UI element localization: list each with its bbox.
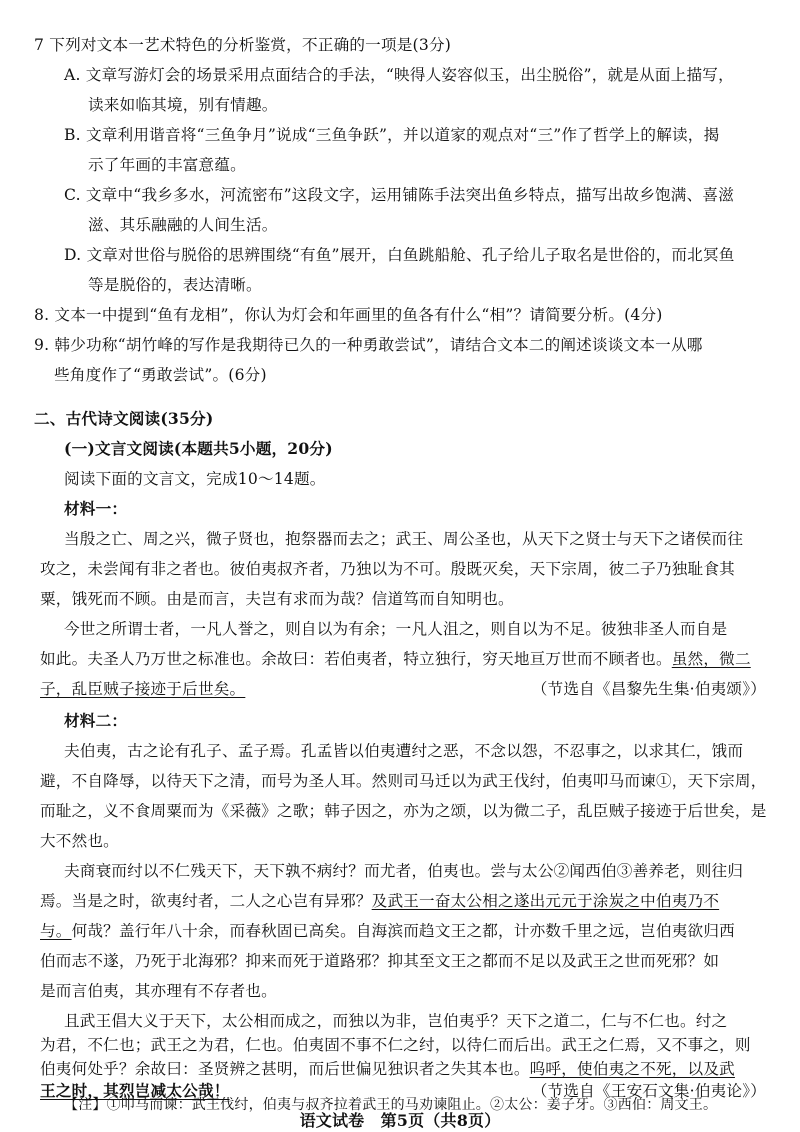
material-2-p1-line2: 避，不自降辱，以待天下之清，而号为圣人耳。然则司马迁以为武王伐纣，伯夷叩马而谏①，天下宗周， [40,772,767,790]
material-1-p2-line2 [40,644,751,674]
material-2-label: 材料二： [64,711,128,730]
material-2-p1-line1: 夫伯夷，古之论有孔子、孟子焉。孔孟皆以伯夷遭纣之恶，不念以怨，不忍事之，以求其仁，饿而 [64,742,744,760]
subsection-heading: (一)文言文阅读(本题共5小题，20分) [64,439,333,458]
q7-option-a-line2: 读来如临其境，别有情趣。 [88,96,278,114]
material-2-p2-line3-text: 何哉？盖行年八十余，而春秋固已高矣。自海滨而趋文王之都，计亦数千里之远，岂伯夷欲归西 [71,922,735,940]
q7-option-c-line1: C. 文章中“我乡多水，河流密布”这段文字，运用铺陈手法突出鱼乡特点，描写出故乡饱满、喜滋 [64,186,734,204]
material-1-p1-line3: 粟，饿死而不顾。由是而言，夫岂有求而为哉？信道笃而自知明也。 [40,590,514,608]
annotation-note: 【注】①叩马而谏：武王伐纣，伯夷与叔齐拉着武王的马劝谏阻止。②太公：姜子牙。③西伯：周文王。 [64,1097,718,1113]
material-2-p3-line1: 且武王倡大义于天下，太公相而成之，而独以为非，岂伯夷乎？天下之道二，仁与不仁也。纣之 [64,1012,728,1030]
material-2-p2-line1: 夫商衰而纣以不仁残天下，天下孰不病纣？而尤者，伯夷也。尝与太公②闻西伯③善养老，则往归 [64,862,744,880]
material-2-p1-line4: 大不然也。 [40,832,119,850]
material-2-p1-line3: 而耻之，义不食周粟而为《采薇》之歌；韩子因之，亦为之颂，以为微二子，乱臣贼子接迹于后世矣，是 [40,802,767,820]
q7-option-d-line2: 等是脱俗的，表达清晰。 [88,276,262,294]
question-9-line1: 9. 韩少功称“胡竹峰的写作是我期待已久的一种勇敢尝试”，请结合文本二的阐述谈谈文本一从哪 [34,336,703,354]
page-footer: 语文试卷 第5页（共8页） [299,1111,501,1130]
material-2-p3-line2: 为君，不仁也；武王之为君，仁也。伯夷固不事不仁之纣，以待仁而后出。武王之仁焉，又不事之，则 [40,1036,751,1054]
material-2-p2-line2-text: 焉。当是之时，欲夷纣者，二人之心岂有异邪？ [40,892,372,910]
material-2-underlined-sentence-start: 及武王一奋太公相之遂出元元于涂炭之中伯夷乃不 [371,892,720,910]
material-2-underlined-exclamation-end: 王之时，其烈岂减太公哉！ [40,1081,230,1100]
material-1-underlined-sentence-start: 虽然，微二 [671,650,751,668]
question-7-stem: 7 下列对文本一艺术特色的分析鉴赏，不正确的一项是(3分) [34,36,452,54]
material-2-p2-line3 [40,916,735,946]
material-1-p1-line1: 当殷之亡、周之兴，微子贤也，抱祭器而去之；武王、周公圣也，从天下之贤士与天下之诸侯而往 [64,530,744,548]
material-1-label: 材料一： [64,499,128,518]
material-2-source: （节选自《王安石文集·伯夷论》） [531,1082,766,1100]
q7-option-c-line2: 滋、其乐融融的人间生活。 [88,216,278,234]
q7-option-b-line1: B. 文章利用谐音将“三鱼争月”说成“三鱼争跃”，并以道家的观点对“三”作了哲学上的解读，揭 [64,126,720,144]
material-1-p2-line1: 今世之所谓士者，一凡人誉之，则自以为有余；一凡人沮之，则自以为不足。彼独非圣人而自是 [64,620,728,638]
material-1-p2-line2-text: 如此。夫圣人乃万世之标准也。余故曰：若伯夷者，特立独行，穷天地亘万世而不顾者也。 [40,650,672,668]
section-heading: 二、古代诗文阅读(35分) [34,409,214,428]
reading-instruction: 阅读下面的文言文，完成10～14题。 [64,470,326,488]
material-1-p1-line2: 攻之，未尝闻有非之者也。彼伯夷叔齐者，乃独以为不可。殷既灭矣，天下宗周，彼二子乃独耻食其 [40,560,735,578]
material-2-p3-line3-text: 伯夷何处乎？余故曰：圣贤辨之甚明，而后世偏见独识者之失其本也。 [40,1060,530,1078]
material-2-p2-line2 [40,886,719,916]
q7-option-b-line2: 示了年画的丰富意蕴。 [88,156,246,174]
material-2-p2-line4: 伯而志不遂，乃死于北海邪？抑来而死于道路邪？抑其至文王之都而不足以及武王之世而死邪？如 [40,952,720,970]
question-8: 8. 文本一中提到“鱼有龙相”，你认为灯会和年画里的鱼各有什么“相”？请简要分析。(4分) [34,306,663,324]
material-2-underlined-sentence-end: 与。 [40,922,72,940]
q7-option-a-line1: A. 文章写游灯会的场景采用点面结合的手法，“映得人姿容似玉，出尘脱俗”，就是从面上描写， [64,66,734,84]
material-1-underlined-sentence-end: 子，乱臣贼子接迹于后世矣。 [40,680,246,698]
question-9-line2: 些角度作了“勇敢尝试”。(6分) [54,366,267,384]
material-2-underlined-exclamation-start: 呜呼，使伯夷之不死，以及武 [529,1060,735,1078]
material-2-p2-line5: 是而言伯夷，其亦理有不存者也。 [40,982,277,1000]
material-1-source: （节选自《昌黎先生集·伯夷颂》） [531,680,766,698]
q7-option-d-line1: D. 文章对世俗与脱俗的思辨围绕“有鱼”展开，白鱼跳船舱、孔子给儿子取名是世俗的，而北冥鱼 [64,246,735,264]
